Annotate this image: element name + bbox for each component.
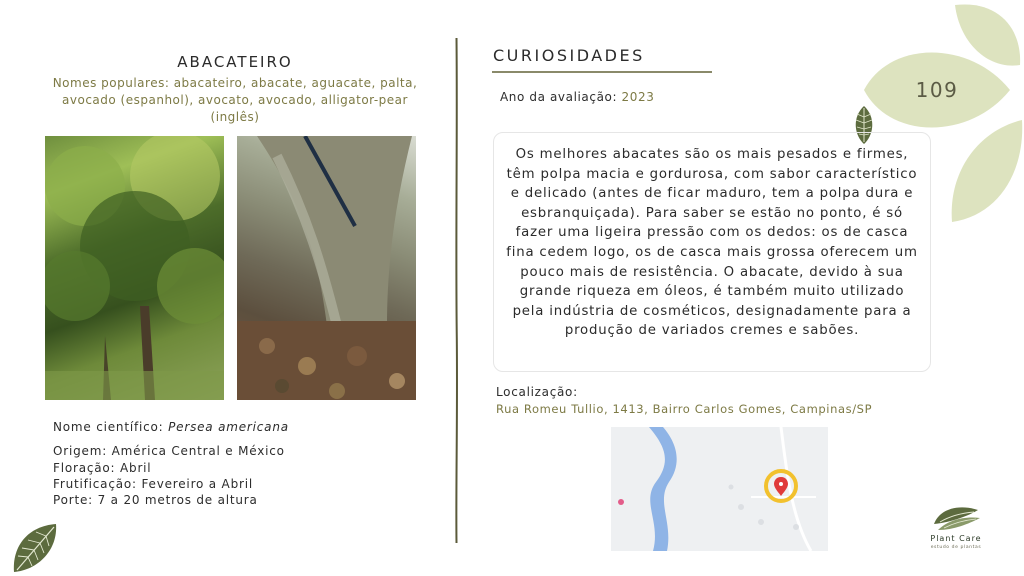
- plant-care-logo-icon: [930, 502, 982, 534]
- leaf-icon: [8, 520, 60, 576]
- trunk-photo: [237, 136, 416, 400]
- flowering: Floração: Abril: [53, 461, 152, 475]
- logo-tagline: estudo de plantas: [930, 545, 982, 550]
- fruiting: Frutificação: Fevereiro a Abril: [53, 477, 253, 491]
- origin: Origem: América Central e México: [53, 444, 285, 458]
- year-label: Ano da avaliação:: [500, 90, 622, 104]
- page-number: 109: [915, 78, 959, 102]
- title-underline: [492, 71, 712, 73]
- leaf-top: [955, 4, 1020, 65]
- curiosities-title: CURIOSIDADES: [493, 46, 645, 65]
- scientific-name: [53, 420, 289, 434]
- species-title: ABACATEIRO: [177, 53, 293, 71]
- logo-name: Plant Care: [930, 534, 982, 543]
- leaf-bottom: [952, 120, 1023, 222]
- year-value: 2023: [621, 90, 655, 104]
- scientific-name-label: Nome científico:: [53, 420, 169, 434]
- curiosities-text: Os melhores abacates são os mais pesados e firmes, têm polpa macia e gordurosa, com sabor característico e delicado (antes de ficar maduro, tem a polpa dura e esbranquiçada). Para saber se estão no ponto, é só fazer uma ligeira pressão com os dedos: os de casca fina cedem logo, os de casca mais grossa oferecem um pouco mais de resistência. O abacate, devido à sua grande riqueza em óleos, é também muito utilizado pela indústria de cosméticos, designadamente para a produção de variados cremes e sabões.: [506, 147, 918, 339]
- location-map[interactable]: [611, 427, 828, 551]
- evaluation-year: [500, 90, 655, 104]
- location-label: Localização:: [496, 385, 578, 399]
- scientific-name-value: Persea americana: [168, 420, 289, 434]
- popular-names: Nomes populares: abacateiro, abacate, aguacate, palta, avocado (espanhol), avocato, avocado, alligator-pear (inglês): [52, 76, 418, 124]
- location-address: Rua Romeu Tullio, 1413, Bairro Carlos Gomes, Campinas/SP: [496, 402, 873, 416]
- vertical-divider: [455, 38, 458, 543]
- tree-photo: [45, 136, 224, 400]
- plant-size: Porte: 7 a 20 metros de altura: [53, 493, 258, 507]
